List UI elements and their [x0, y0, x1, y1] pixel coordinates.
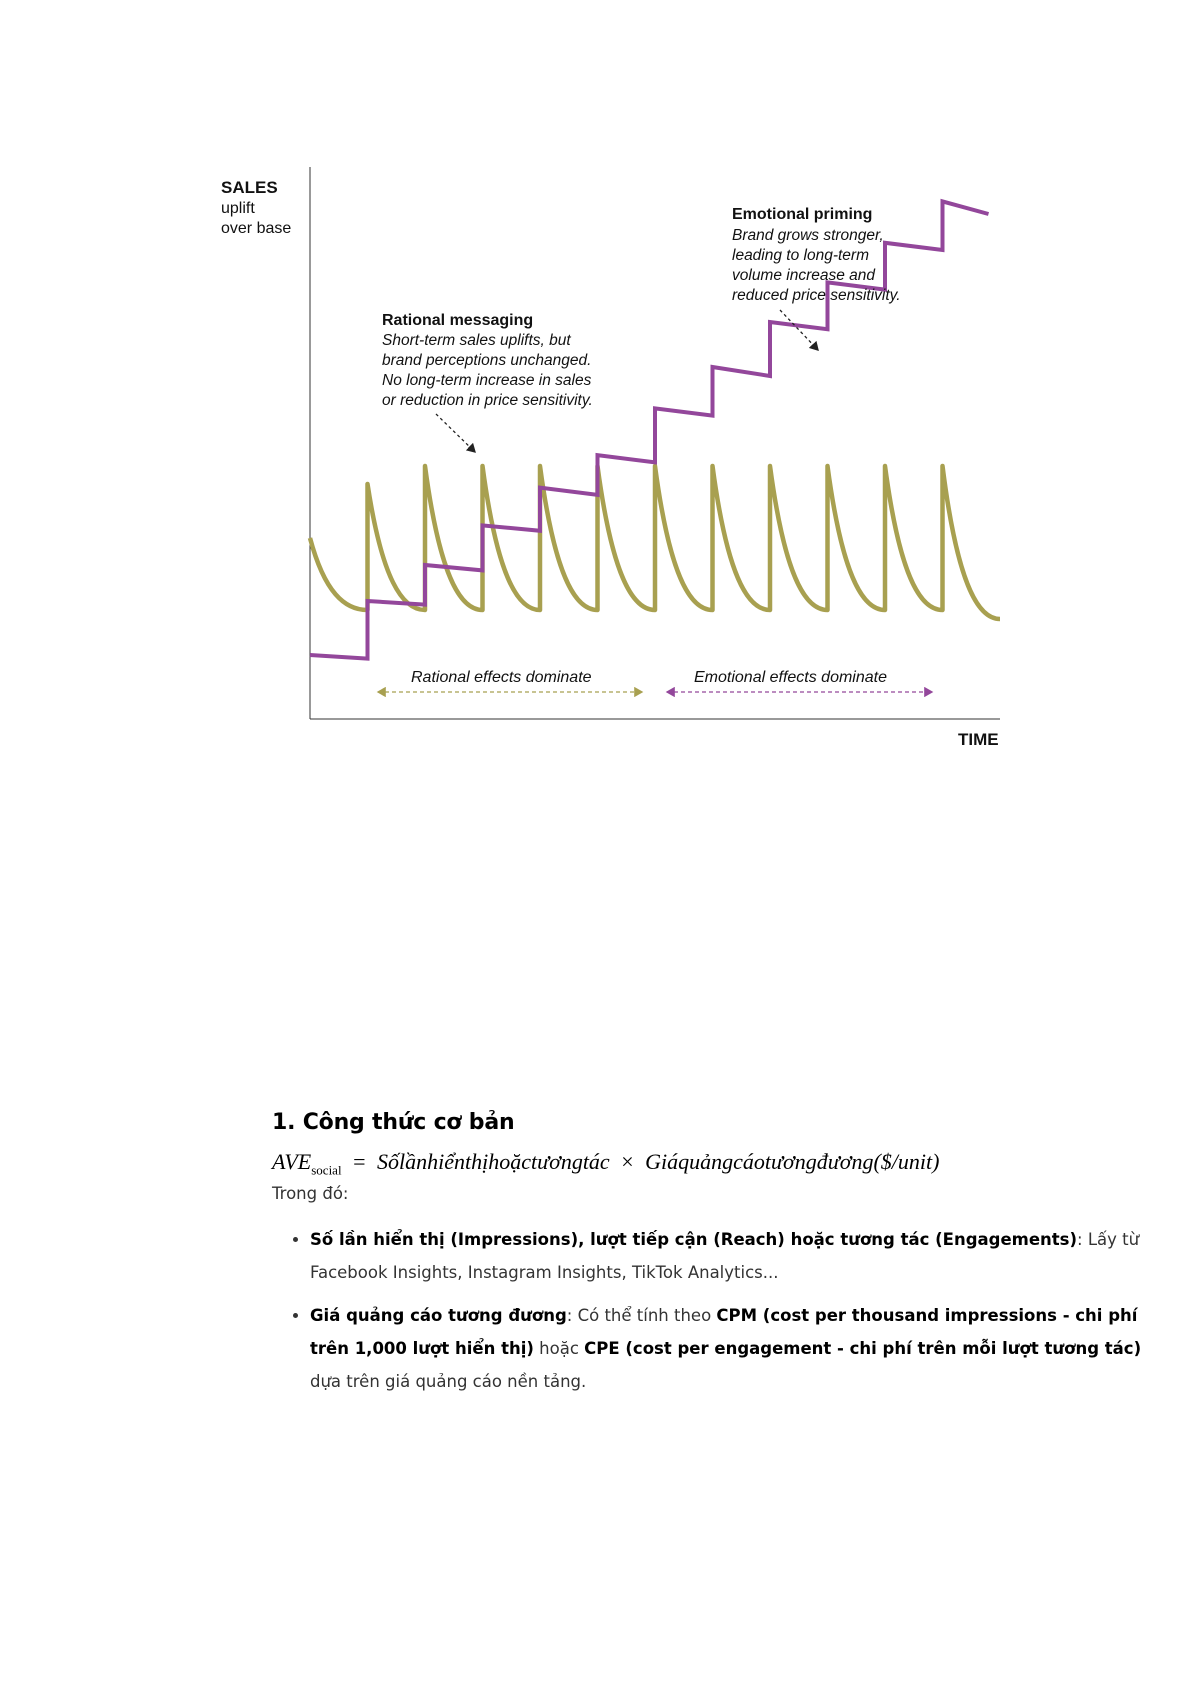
series-line-rational-messaging: [310, 466, 1000, 619]
list-item: [310, 1299, 1142, 1398]
bullet-2-cpe: CPE (cost per engagement - chi phí trên mỗi lượt tương tác): [584, 1339, 1142, 1359]
formula-term-2: Giáquảngcáotươngđương($/unit): [645, 1149, 940, 1174]
definition-list: [272, 1223, 1142, 1398]
y-axis-title-line-1: uplift: [221, 200, 255, 217]
bullet-1-term: Số lần hiển thị (Impressions), lượt tiếp cận (Reach) hoặc tương tác (Engagements): [310, 1230, 1078, 1250]
bullet-2-cpm: CPM (cost per thousand impressions - chi phí trên 1,000 lượt hiển thị): [310, 1306, 1138, 1359]
annotation-rational-heading: Rational messaging: [382, 312, 534, 329]
annotation-emotional-line-4: reduced price sensitivity.: [732, 287, 901, 304]
bullet-2-text-2: hoặc: [533, 1339, 585, 1359]
bullet-1-text: : Lấy từ Facebook Insights, Instagram Insights, TikTok Analytics...: [310, 1230, 1140, 1283]
y-axis-title-line-2: over base: [221, 220, 292, 237]
formula-lhs: AVE: [272, 1149, 312, 1174]
bullet-2-term: Giá quảng cáo tương đương: [310, 1306, 567, 1326]
section-heading: 1. Công thức cơ bản: [272, 1110, 515, 1135]
phase-emotional-label: Emotional effects dominate: [694, 669, 887, 686]
annotation-rational: [382, 312, 593, 452]
annotation-emotional-pointer: [780, 310, 818, 350]
annotation-emotional-heading: Emotional priming: [732, 206, 873, 223]
sales-uplift-chart: [0, 0, 1193, 780]
phase-rational-label: Rational effects dominate: [411, 669, 592, 686]
annotation-rational-pointer: [436, 414, 475, 452]
list-item: [310, 1223, 1142, 1289]
bullet-2-text-3: dựa trên giá quảng cáo nền tảng.: [310, 1372, 587, 1392]
phase-emotional: [667, 669, 932, 692]
annotation-emotional-line-2: leading to long-term: [732, 247, 869, 264]
formula-term-1: Sốlầnhiểnthịhoặctươngtác: [376, 1149, 610, 1174]
annotation-rational-line-1: Short-term sales uplifts, but: [382, 332, 571, 349]
document-section: [272, 1110, 1142, 1408]
annotation-emotional-line-1: Brand grows stronger,: [732, 227, 884, 244]
formula-times: ×: [621, 1149, 634, 1174]
ave-formula: [272, 1149, 1142, 1178]
intro-text: Trong đó:: [272, 1184, 349, 1204]
annotation-rational-line-2: brand perceptions unchanged.: [382, 352, 592, 369]
phase-rational: [378, 669, 642, 692]
bullet-2-text-1: : Có thể tính theo: [566, 1306, 717, 1326]
x-axis-title: TIME: [958, 730, 999, 749]
annotation-rational-line-3: No long-term increase in sales: [382, 372, 592, 389]
formula-lhs-subscript: social: [311, 1162, 342, 1178]
annotation-emotional-line-3: volume increase and: [732, 267, 876, 284]
y-axis-title-bold: SALES: [221, 178, 278, 197]
annotation-rational-line-4: or reduction in price sensitivity.: [382, 392, 593, 409]
formula-equals: =: [353, 1149, 366, 1174]
